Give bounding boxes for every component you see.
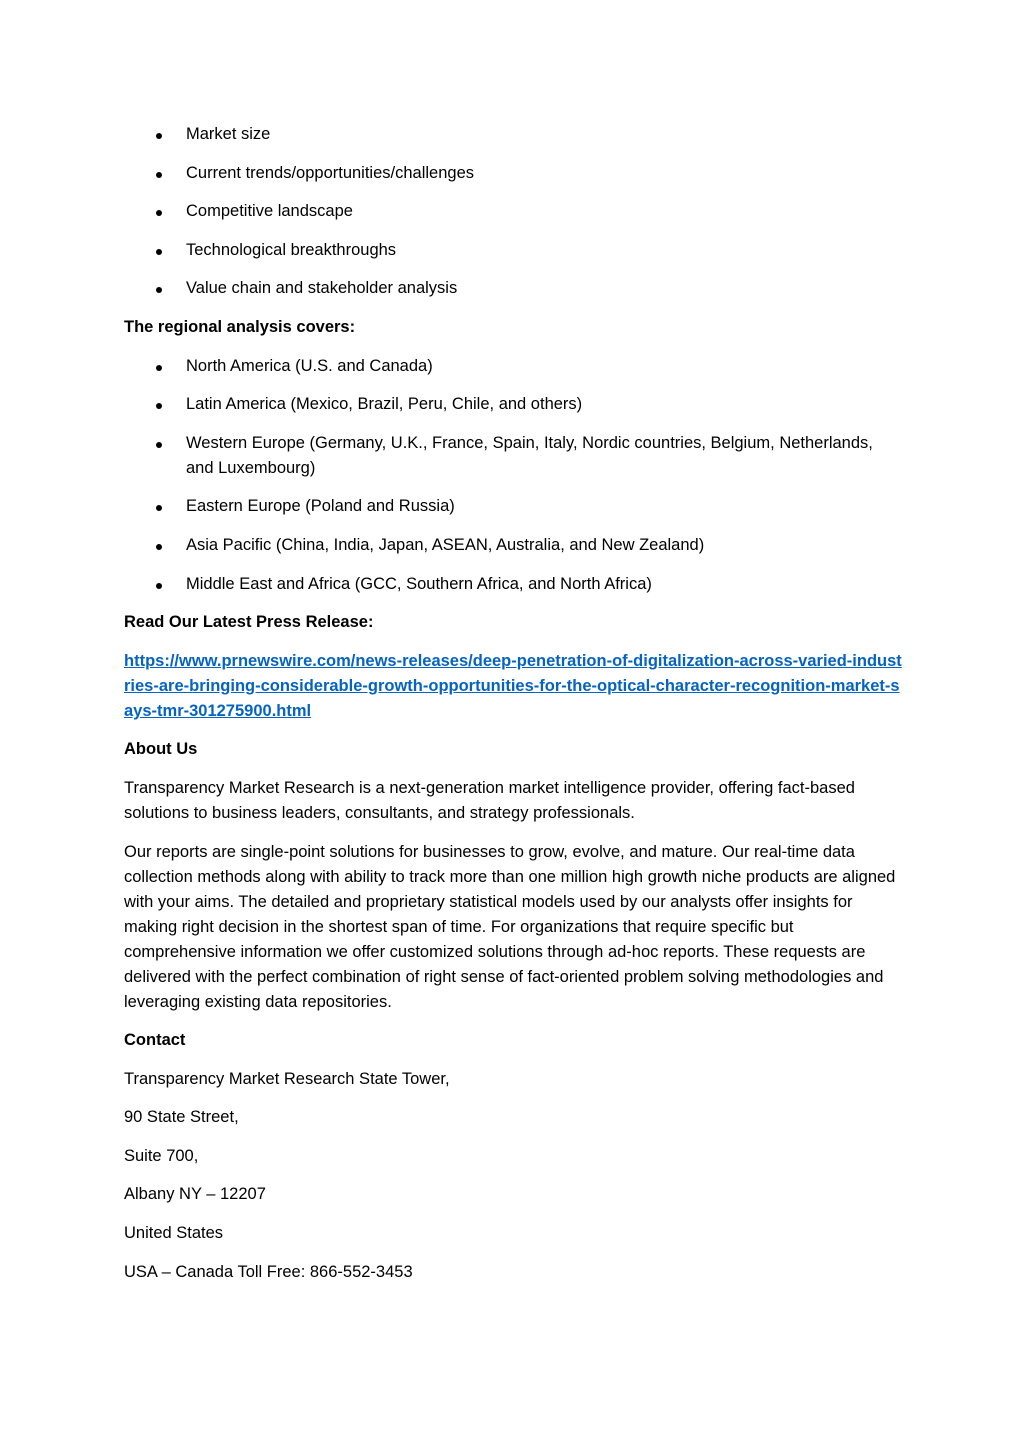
contact-line: 90 State Street, (124, 1108, 239, 1127)
bullet-icon (156, 505, 162, 511)
contact-toll-free: USA – Canada Toll Free: 866-552-3453 (124, 1262, 413, 1281)
bullet-icon (156, 133, 162, 139)
bullet-icon (156, 172, 162, 178)
bullet-icon (156, 442, 162, 448)
regional-list (124, 354, 904, 597)
press-release-paragraph (124, 649, 904, 724)
list-item-text: Western Europe (Germany, U.K., France, Spain, Italy, Nordic countries, Belgium, Netherlands, and Luxembourg) (186, 433, 873, 477)
bullet-icon (156, 583, 162, 589)
bullet-icon (156, 544, 162, 550)
document-page (124, 122, 904, 1298)
list-item-text: Value chain and stakeholder analysis (186, 279, 458, 298)
list-item (124, 533, 904, 558)
contact-line: United States (124, 1224, 224, 1243)
list-item-text: Market size (186, 125, 271, 143)
list-item (124, 199, 904, 224)
bullet-icon (156, 403, 162, 409)
list-item-text: Competitive landscape (186, 202, 353, 221)
list-item (124, 572, 904, 597)
bullet-icon (156, 365, 162, 371)
press-release-link[interactable]: https://www.prnewswire.com/news-releases/deep-penetration-of-digitalization-across-varied-industries-are-bringing-considerable-growth-opportunities-for-the-optical-character-recognition-market-says-tmr-301275900.html (124, 651, 902, 720)
list-item-text: Asia Pacific (China, India, Japan, ASEAN, Australia, and New Zealand) (186, 535, 705, 554)
list-item-text: Technological breakthroughs (186, 240, 397, 259)
list-item (124, 161, 904, 186)
about-heading: About Us (124, 740, 198, 759)
list-item (124, 354, 904, 379)
regional-heading: The regional analysis covers: (124, 317, 356, 336)
list-item-text: Current trends/opportunities/challenges (186, 163, 475, 182)
list-item (124, 122, 904, 147)
list-item (124, 238, 904, 263)
list-item-text: Latin America (Mexico, Brazil, Peru, Chile, and others) (186, 395, 583, 414)
report-coverage-list (124, 122, 904, 301)
list-item-text: Middle East and Africa (GCC, Southern Africa, and North Africa) (186, 574, 652, 593)
bullet-icon (156, 249, 162, 255)
list-item (124, 494, 904, 519)
list-item (124, 276, 904, 301)
contact-line: Transparency Market Research State Tower, (124, 1069, 450, 1088)
contact-line: Albany NY – 12207 (124, 1185, 266, 1204)
about-paragraph-1: Transparency Market Research is a next-generation market intelligence provider, offering fact-based solutions to business leaders, consultants, and strategy professionals. (124, 778, 855, 822)
contact-line: Suite 700, (124, 1146, 199, 1165)
list-item (124, 431, 904, 481)
contact-heading: Contact (124, 1031, 186, 1050)
bullet-icon (156, 210, 162, 216)
about-paragraph-2: Our reports are single-point solutions for businesses to grow, evolve, and mature. Our real-time data collection methods along with ability to track more than one million high growth niche products are aligned with your aims. The detailed and proprietary statistical models used by our analysts offer insights for making right decision in the shortest span of time. For organizations that require specific but comprehensive information we offer customized solutions through ad-hoc reports. These requests are delivered with the perfect combination of right sense of fact-oriented problem solving methodologies and leveraging existing data repositories. (124, 842, 896, 1011)
list-item-text: Eastern Europe (Poland and Russia) (186, 497, 455, 516)
bullet-icon (156, 287, 162, 293)
list-item (124, 392, 904, 417)
press-release-heading: Read Our Latest Press Release: (124, 613, 374, 632)
list-item-text: North America (U.S. and Canada) (186, 356, 433, 375)
